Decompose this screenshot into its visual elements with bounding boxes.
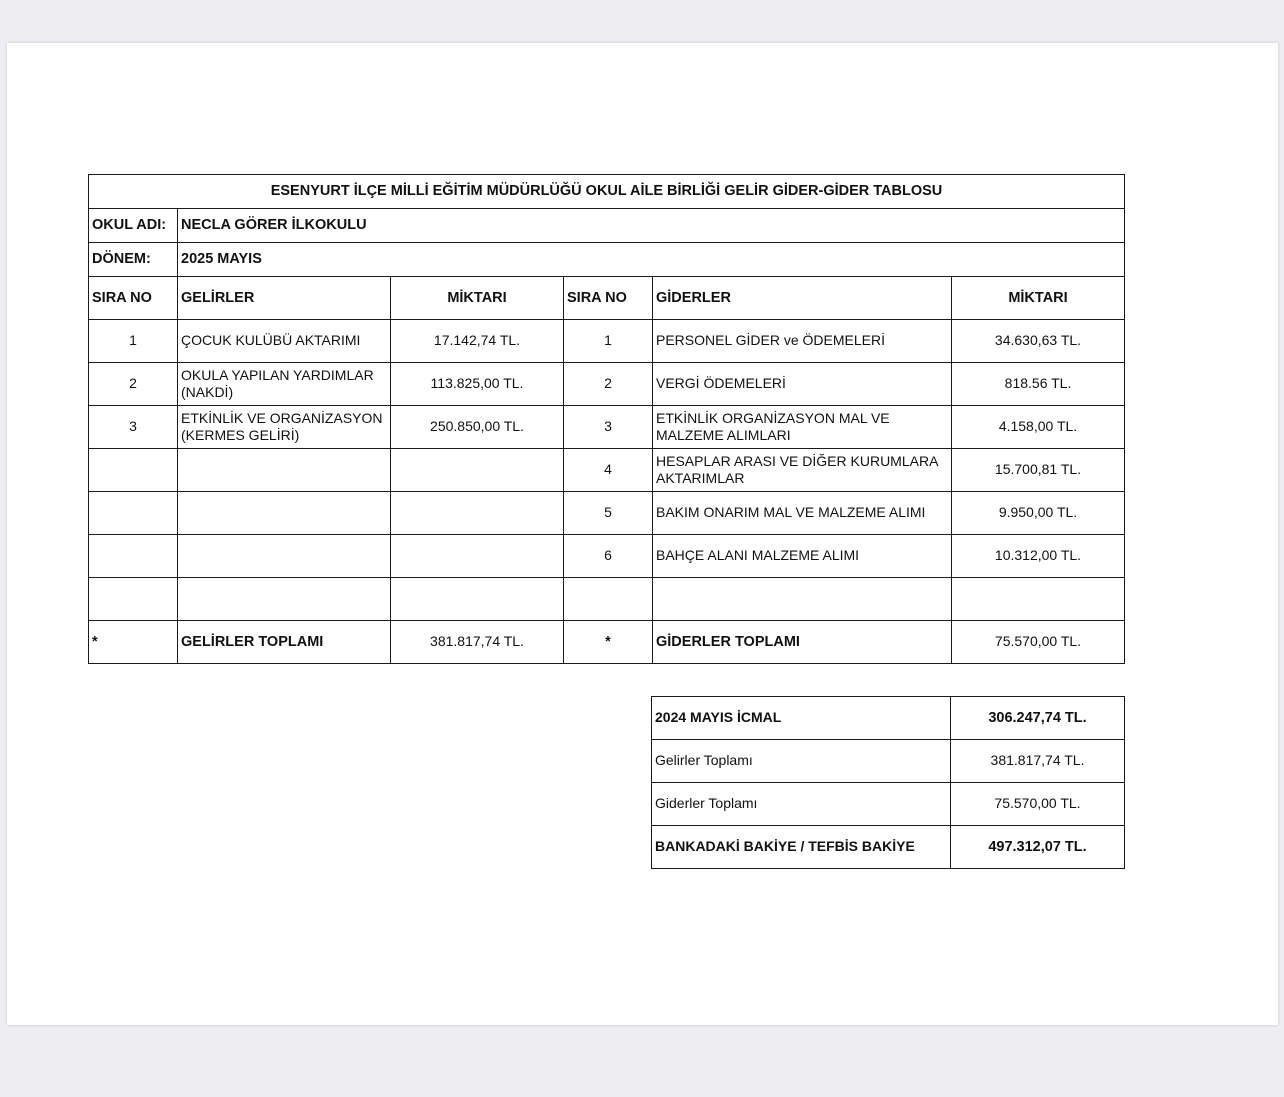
bakiye-label: BANKADAKİ BAKİYE / TEFBİS BAKİYE xyxy=(652,826,951,869)
expense-desc: BAKIM ONARIM MAL VE MALZEME ALIMI xyxy=(653,492,952,535)
income-amount xyxy=(391,492,564,535)
income-total-mark: * xyxy=(89,621,178,664)
table-row xyxy=(89,492,1125,535)
period-value: 2025 MAYIS xyxy=(178,243,1125,277)
table-title: ESENYURT İLÇE MİLLİ EĞİTİM MÜDÜRLÜĞÜ OKUL AİLE BİRLİĞİ GELİR GİDER-GİDER TABLOSU xyxy=(89,175,1125,209)
income-total-label: GELİRLER TOPLAMI xyxy=(178,621,391,664)
col-header-gelirler: GELİRLER xyxy=(178,277,391,320)
income-no: 1 xyxy=(89,320,178,363)
income-amount xyxy=(391,449,564,492)
income-amount: 113.825,00 TL. xyxy=(391,363,564,406)
col-header-miktari-expense: MİKTARI xyxy=(952,277,1125,320)
bakiye-value: 497.312,07 TL. xyxy=(951,826,1125,869)
table-row xyxy=(89,578,1125,621)
expense-no: 5 xyxy=(564,492,653,535)
expense-total-value: 75.570,00 TL. xyxy=(952,621,1125,664)
summary-gelirler-value: 381.817,74 TL. xyxy=(951,740,1125,783)
summary-table xyxy=(651,696,1125,869)
income-desc xyxy=(178,578,391,621)
summary-giderler-value: 75.570,00 TL. xyxy=(951,783,1125,826)
income-desc xyxy=(178,492,391,535)
col-header-sira-no-income: SIRA NO xyxy=(89,277,178,320)
income-amount xyxy=(391,535,564,578)
table-row xyxy=(89,406,1125,449)
income-no: 2 xyxy=(89,363,178,406)
income-no xyxy=(89,449,178,492)
expense-desc: BAHÇE ALANI MALZEME ALIMI xyxy=(653,535,952,578)
table-row xyxy=(89,320,1125,363)
expense-desc xyxy=(653,578,952,621)
period-label: DÖNEM: xyxy=(89,243,178,277)
school-label: OKUL ADI: xyxy=(89,209,178,243)
income-amount: 17.142,74 TL. xyxy=(391,320,564,363)
expense-no: 3 xyxy=(564,406,653,449)
income-desc xyxy=(178,449,391,492)
expense-amount: 34.630,63 TL. xyxy=(952,320,1125,363)
expense-no: 2 xyxy=(564,363,653,406)
school-name: NECLA GÖRER İLKOKULU xyxy=(178,209,1125,243)
expense-amount: 4.158,00 TL. xyxy=(952,406,1125,449)
expense-desc: ETKİNLİK ORGANİZASYON MAL VE MALZEME ALIMLARI xyxy=(653,406,952,449)
col-header-giderler: GİDERLER xyxy=(653,277,952,320)
income-desc: ÇOCUK KULÜBÜ AKTARIMI xyxy=(178,320,391,363)
expense-amount: 9.950,00 TL. xyxy=(952,492,1125,535)
income-desc: ETKİNLİK VE ORGANİZASYON (KERMES GELİRİ) xyxy=(178,406,391,449)
document-page xyxy=(7,43,1278,1025)
income-expense-table xyxy=(88,174,1125,664)
summary-giderler-label: Giderler Toplamı xyxy=(652,783,951,826)
expense-total-mark: * xyxy=(564,621,653,664)
totals-row xyxy=(89,621,1125,664)
col-header-miktari-income: MİKTARI xyxy=(391,277,564,320)
income-no xyxy=(89,535,178,578)
expense-total-label: GİDERLER TOPLAMI xyxy=(653,621,952,664)
expense-amount: 818.56 TL. xyxy=(952,363,1125,406)
income-amount xyxy=(391,578,564,621)
income-no xyxy=(89,492,178,535)
income-desc xyxy=(178,535,391,578)
income-no: 3 xyxy=(89,406,178,449)
summary-gelirler-label: Gelirler Toplamı xyxy=(652,740,951,783)
income-total-value: 381.817,74 TL. xyxy=(391,621,564,664)
income-amount: 250.850,00 TL. xyxy=(391,406,564,449)
expense-no: 1 xyxy=(564,320,653,363)
expense-amount xyxy=(952,578,1125,621)
expense-no: 6 xyxy=(564,535,653,578)
expense-amount: 15.700,81 TL. xyxy=(952,449,1125,492)
table-row xyxy=(89,449,1125,492)
expense-amount: 10.312,00 TL. xyxy=(952,535,1125,578)
col-header-sira-no-expense: SIRA NO xyxy=(564,277,653,320)
expense-no xyxy=(564,578,653,621)
expense-desc: PERSONEL GİDER ve ÖDEMELERİ xyxy=(653,320,952,363)
icmal-value: 306.247,74 TL. xyxy=(951,697,1125,740)
expense-no: 4 xyxy=(564,449,653,492)
table-row xyxy=(89,363,1125,406)
table-row xyxy=(89,535,1125,578)
expense-desc: HESAPLAR ARASI VE DİĞER KURUMLARA AKTARIMLAR xyxy=(653,449,952,492)
income-no xyxy=(89,578,178,621)
income-desc: OKULA YAPILAN YARDIMLAR (NAKDİ) xyxy=(178,363,391,406)
expense-desc: VERGİ ÖDEMELERİ xyxy=(653,363,952,406)
icmal-label: 2024 MAYIS İCMAL xyxy=(652,697,951,740)
